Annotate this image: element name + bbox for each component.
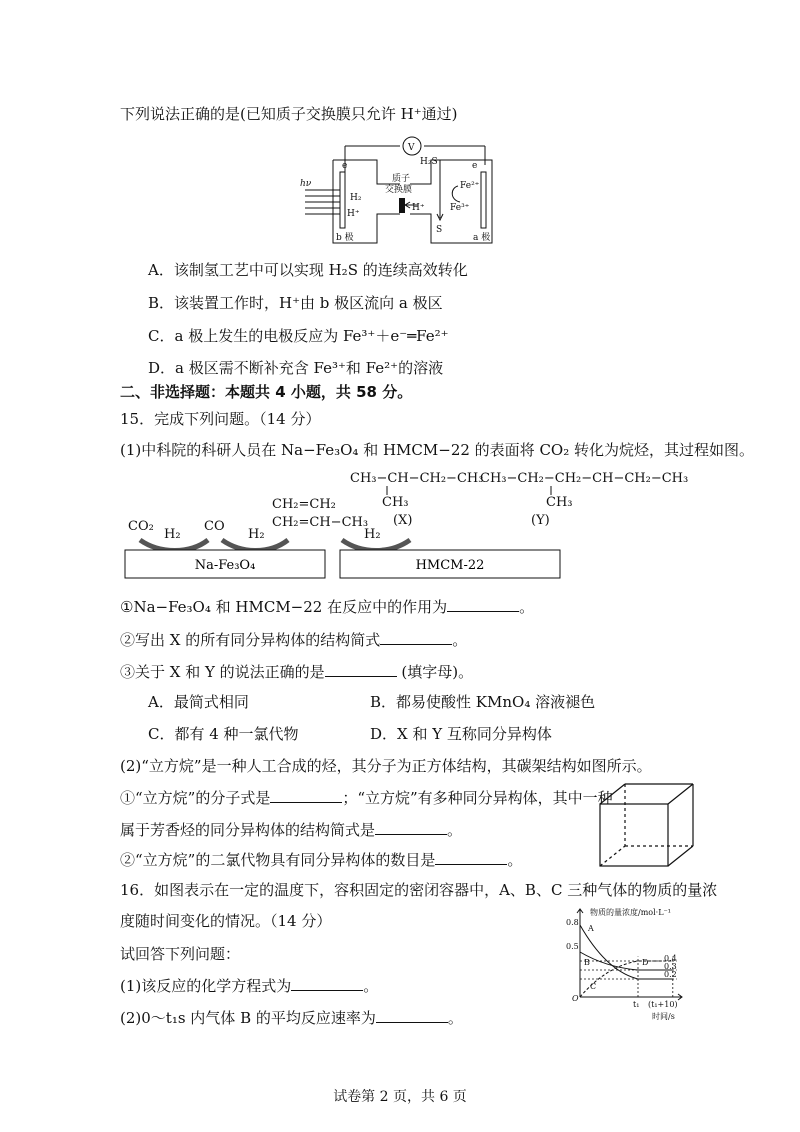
h2-label-1: H₂ <box>164 527 181 542</box>
propene-label: CH₂=CH−CH₃ <box>272 515 369 530</box>
e-left-label: e <box>342 161 348 171</box>
catalyst2-label: HMCM-22 <box>415 558 485 573</box>
q16-title: 16．如图表示在一定的温度下，容积固定的密闭容器中，A、B、C 三种气体的物质的量浓 <box>120 881 718 899</box>
q16-1: (1)该反应的化学方程式为 。 <box>120 977 379 995</box>
y-tick-0.3: 0.3 <box>664 962 677 971</box>
chart-origin: O <box>572 994 579 1003</box>
membrane-label-1: 质子 <box>392 174 411 184</box>
h2-label: H₂ <box>350 193 362 203</box>
co2-label: CO₂ <box>128 519 154 534</box>
chart-xlabel: 时间/s <box>652 1012 675 1021</box>
fe2-label: Fe²⁺ <box>460 181 480 191</box>
q15-2-2: ②“立方烷”的二氯代物具有同分异构体的数目是 。 <box>120 851 523 869</box>
h2-label-2: H₂ <box>248 527 265 542</box>
answer-blank[interactable] <box>435 864 507 865</box>
q15-title: 15．完成下列问题。（14 分） <box>120 410 321 428</box>
q15-2-1: ①“立方烷”的分子式是 ；“立方烷”有多种同分异构体，其中一种 <box>120 789 613 807</box>
series-label-a: A <box>588 924 594 933</box>
answer-blank[interactable] <box>447 611 519 612</box>
b-pole-label: b 极 <box>336 233 354 243</box>
series-label-c: C <box>590 982 597 991</box>
q14-option-b: B．该装置工作时，H⁺由 b 极区流向 a 极区 <box>148 294 443 312</box>
q14-intro: 下列说法正确的是(已知质子交换膜只允许 H⁺通过) <box>120 105 458 123</box>
q16-ask: 试回答下列问题： <box>120 945 241 963</box>
x-label: (X) <box>393 513 413 528</box>
option-b: B．都易使酸性 KMnO₄ 溶液褪色 <box>370 693 596 711</box>
electrolysis-cell-figure <box>300 130 510 250</box>
option-c: C．都有 4 种一氯代物 <box>148 725 299 743</box>
option-a: A．最简式相同 <box>148 693 249 711</box>
x-tick-t1-plus-10: (t₁+10) <box>648 1000 678 1009</box>
answer-blank[interactable] <box>325 676 397 677</box>
h2s-label: H₂S <box>420 157 438 167</box>
chart-marker-d: D <box>642 958 649 967</box>
q16-title-cont: 度随时间变化的情况。（14 分） <box>120 912 332 930</box>
e-right-label: e <box>472 161 478 171</box>
membrane-label-2: 交换膜 <box>385 185 413 195</box>
y-label: (Y) <box>531 513 550 528</box>
fe3-label: Fe³⁺ <box>450 203 470 213</box>
y-tick-0.5: 0.5 <box>566 942 579 951</box>
q15-2-1b: 属于芳香烃的同分异构体的结构简式是 。 <box>120 821 463 839</box>
concentration-chart <box>560 905 690 1023</box>
chart-ylabel: 物质的量浓度/mol·L⁻¹ <box>590 908 671 917</box>
catalyst1-label: Na-Fe₃O₄ <box>194 558 256 573</box>
q14-option-d: D．a 极区需不断补充含 Fe³⁺和 Fe²⁺的溶液 <box>148 359 444 377</box>
q16-2: (2)0～t₁s 内气体 B 的平均反应速率为 。 <box>120 1009 463 1027</box>
answer-blank[interactable] <box>376 1022 448 1023</box>
series-label-b: B <box>584 958 590 967</box>
q15-1-1: ①Na−Fe₃O₄ 和 HMCM−22 在反应中的作用为 。 <box>120 598 535 616</box>
answer-blank[interactable] <box>270 802 342 803</box>
answer-blank[interactable] <box>380 644 452 645</box>
hv-label: hν <box>300 179 312 189</box>
co-label: CO <box>204 519 225 534</box>
s-label: S <box>436 225 443 235</box>
y-structure-branch: CH₃ <box>546 495 573 510</box>
series-line-a <box>580 925 673 979</box>
a-pole-label: a 极 <box>473 233 491 243</box>
hplus-left-label: H⁺ <box>347 209 360 219</box>
q15-part1: (1)中科院的科研人员在 Na−Fe₃O₄ 和 HMCM−22 的表面将 CO₂ 转化为烷烃，其过程如图。 <box>120 441 755 459</box>
cubane-cube-figure <box>595 780 705 870</box>
x-structure-branch: CH₃ <box>382 495 409 510</box>
answer-blank[interactable] <box>291 990 363 991</box>
x-tick-t1: t₁ <box>633 1000 640 1009</box>
answer-blank[interactable] <box>375 834 447 835</box>
q14-option-a: A．该制氢工艺中可以实现 H₂S 的连续高效转化 <box>148 261 468 279</box>
x-structure-main: CH₃−CH−CH₂−CH₃ <box>350 471 484 486</box>
co2-conversion-figure <box>120 468 689 580</box>
q15-part2: (2)“立方烷”是一种人工合成的烃，其分子为正方体结构，其碳架结构如图所示。 <box>120 757 652 775</box>
page-footer: 试卷第 2 页，共 6 页 <box>333 1089 467 1105</box>
h2-label-3: H₂ <box>364 527 381 542</box>
section-heading: 二、非选择题：本题共 4 小题，共 58 分。 <box>120 383 413 401</box>
q14-option-c: C．a 极上发生的电极反应为 Fe³⁺＋e⁻═Fe²⁺ <box>148 327 449 345</box>
ethene-label: CH₂=CH₂ <box>272 497 336 512</box>
y-tick-0.4: 0.4 <box>664 954 677 963</box>
y-tick-0.2: 0.2 <box>664 970 677 979</box>
q15-1-3: ③关于 X 和 Y 的说法正确的是 (填字母)。 <box>120 663 474 681</box>
q15-1-2: ②写出 X 的所有同分异构体的结构简式 。 <box>120 631 468 649</box>
y-tick-0.8: 0.8 <box>566 918 579 927</box>
option-d: D．X 和 Y 互称同分异构体 <box>370 725 552 743</box>
voltmeter-label: V <box>408 143 415 153</box>
y-structure-main: CH₃−CH₂−CH₂−CH−CH₂−CH₃ <box>480 471 689 486</box>
hplus-mid-label: H⁺ <box>412 203 425 213</box>
